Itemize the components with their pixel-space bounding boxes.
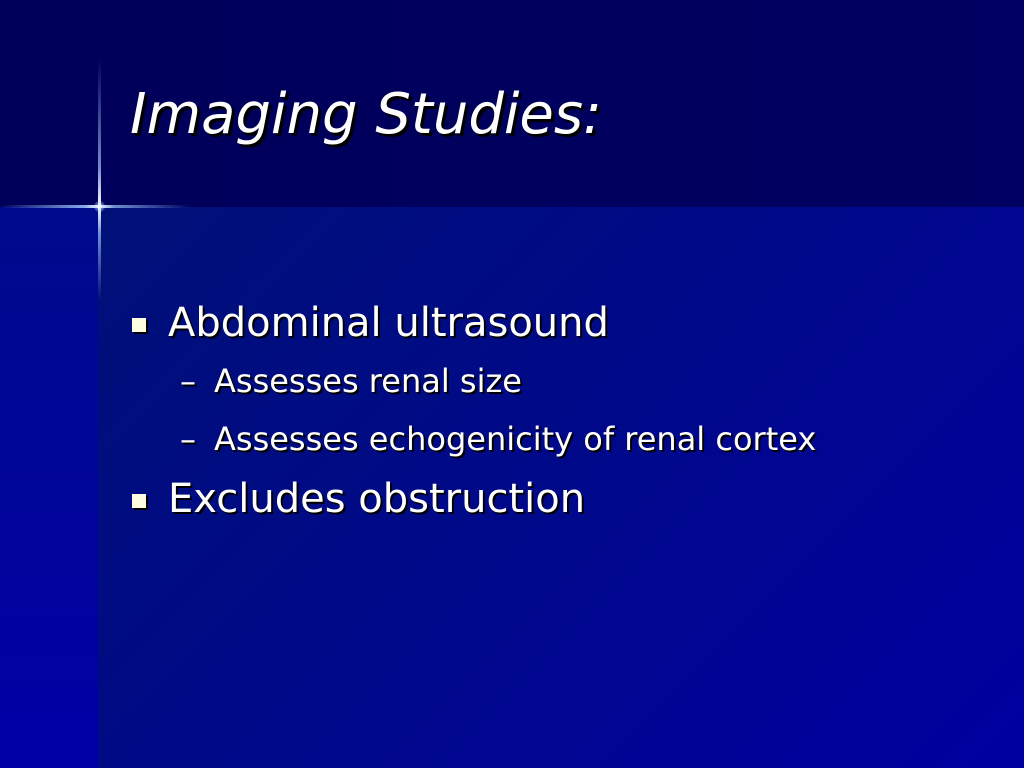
dash-marker: – <box>180 362 196 400</box>
bullet-item <box>132 470 992 528</box>
bullet-text: Abdominal ultrasound <box>168 300 609 346</box>
bullet-text: Excludes obstruction <box>168 476 586 522</box>
square-bullet-icon <box>132 494 146 508</box>
slide-left-band <box>0 207 98 768</box>
bullet-list <box>132 294 992 528</box>
sub-bullet-item <box>132 352 992 410</box>
bullet-item <box>132 294 992 352</box>
sparkle-core-icon <box>94 201 105 212</box>
sub-bullet-item <box>132 410 992 468</box>
dash-marker: – <box>180 420 196 458</box>
sub-bullet-text: Assesses echogenicity of renal cortex <box>214 420 817 458</box>
slide-title: Imaging Studies: <box>130 82 602 147</box>
sub-bullet-text: Assesses renal size <box>214 362 522 400</box>
sparkle-vertical-icon <box>98 60 101 300</box>
square-bullet-icon <box>132 318 146 332</box>
